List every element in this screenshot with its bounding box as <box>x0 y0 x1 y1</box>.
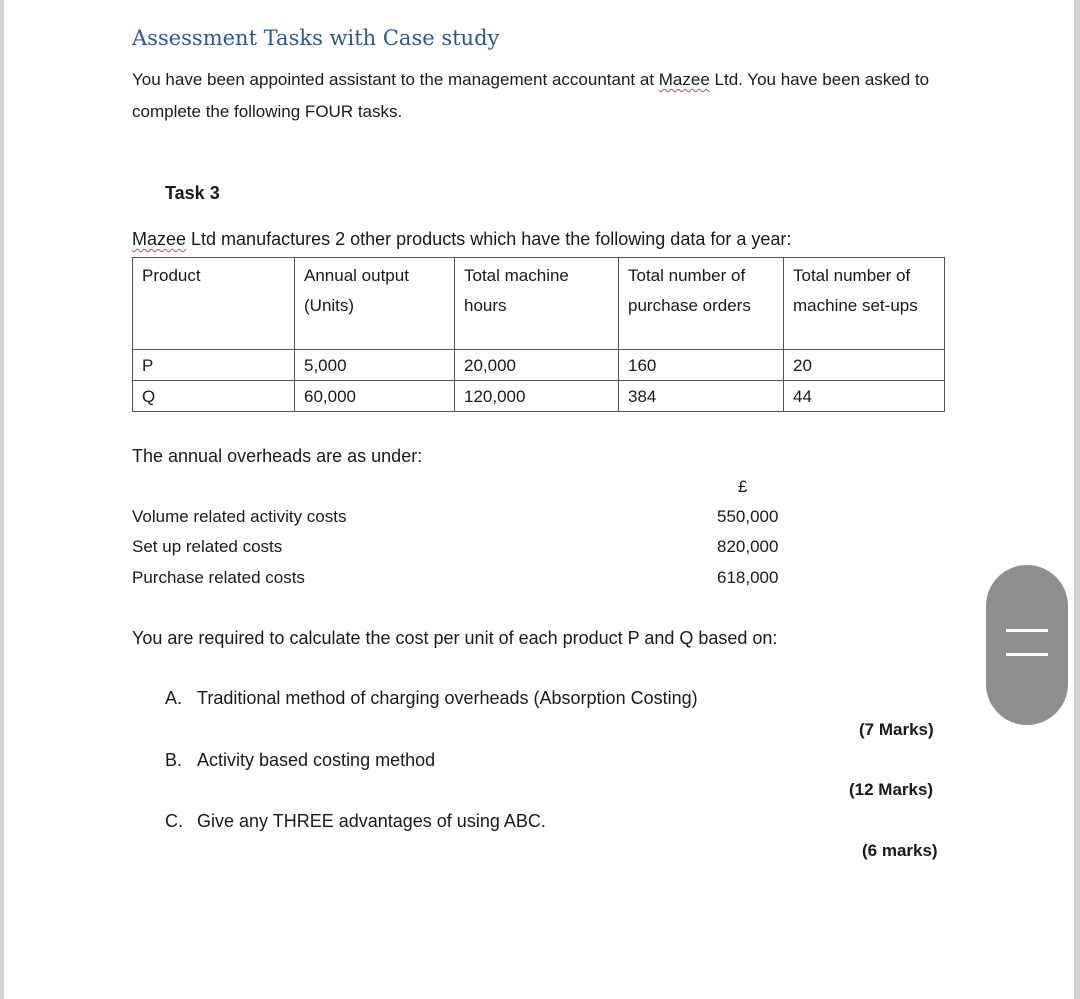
header-machine-setups: Total number of machine set-ups <box>784 258 945 350</box>
question-text: Give any THREE advantages of using ABC. <box>197 811 546 831</box>
question-text: Traditional method of charging overheads (Absorption Costing) <box>197 688 698 708</box>
scroll-handle[interactable] <box>986 565 1068 725</box>
overhead-value-purchase: 618,000 <box>717 568 779 587</box>
table-cell: 160 <box>619 350 784 381</box>
document-heading: Assessment Tasks with Case study <box>132 26 500 50</box>
header-machine-hours: Total machine hours <box>455 258 619 350</box>
requirement-sentence: You are required to calculate the cost per unit of each product P and Q based on: <box>132 628 778 648</box>
question-c-marks: (6 marks) <box>862 841 938 860</box>
question-a <box>165 688 698 709</box>
task-title: Task 3 <box>165 183 220 203</box>
intro-text-before: You have been appointed assistant to the management accountant at <box>132 70 659 89</box>
task-lead-sentence <box>132 229 791 250</box>
question-b-marks: (12 Marks) <box>849 780 934 799</box>
table-cell: 120,000 <box>455 381 619 412</box>
overheads-lead: The annual overheads are as under: <box>132 446 423 466</box>
intro-company-name: Mazee <box>658 70 710 89</box>
header-annual-output: Annual output (Units) <box>295 258 455 350</box>
intro-text-after: Ltd. You have been asked to complete the following FOUR tasks. <box>132 70 930 121</box>
question-letter: C. <box>165 811 183 831</box>
lead-text: Ltd manufactures 2 other products which have the following data for a year: <box>186 229 792 249</box>
table-cell: Q <box>133 381 295 412</box>
table-cell: 384 <box>619 381 784 412</box>
question-b <box>165 750 435 771</box>
product-data-table <box>132 257 945 412</box>
overhead-value-volume: 550,000 <box>717 507 779 526</box>
question-letter: B. <box>165 750 183 770</box>
question-text: Activity based costing method <box>197 750 436 770</box>
intro-paragraph <box>132 64 952 128</box>
page-edge-left <box>0 0 4 999</box>
lead-company-name: Mazee <box>132 229 187 249</box>
header-product: Product <box>133 258 295 350</box>
overhead-label-purchase: Purchase related costs <box>132 568 305 587</box>
overhead-label-volume: Volume related activity costs <box>132 507 347 526</box>
question-a-marks: (7 Marks) <box>859 720 934 739</box>
question-c <box>165 811 546 832</box>
table-header-row <box>133 258 945 350</box>
page-edge-right <box>1074 0 1080 999</box>
table-cell: 20 <box>784 350 945 381</box>
pause-grip-icon <box>1006 653 1048 656</box>
table-row <box>133 381 945 412</box>
table-row <box>133 350 945 381</box>
question-letter: A. <box>165 688 183 708</box>
currency-symbol: £ <box>738 477 748 496</box>
table-cell: 20,000 <box>455 350 619 381</box>
table-cell: 5,000 <box>295 350 455 381</box>
overhead-value-setup: 820,000 <box>717 537 779 556</box>
pause-grip-icon <box>1006 629 1048 632</box>
table-cell: 60,000 <box>295 381 455 412</box>
overhead-label-setup: Set up related costs <box>132 537 283 556</box>
table-cell: 44 <box>784 381 945 412</box>
table-cell: P <box>133 350 295 381</box>
header-purchase-orders: Total number of purchase orders <box>619 258 784 350</box>
